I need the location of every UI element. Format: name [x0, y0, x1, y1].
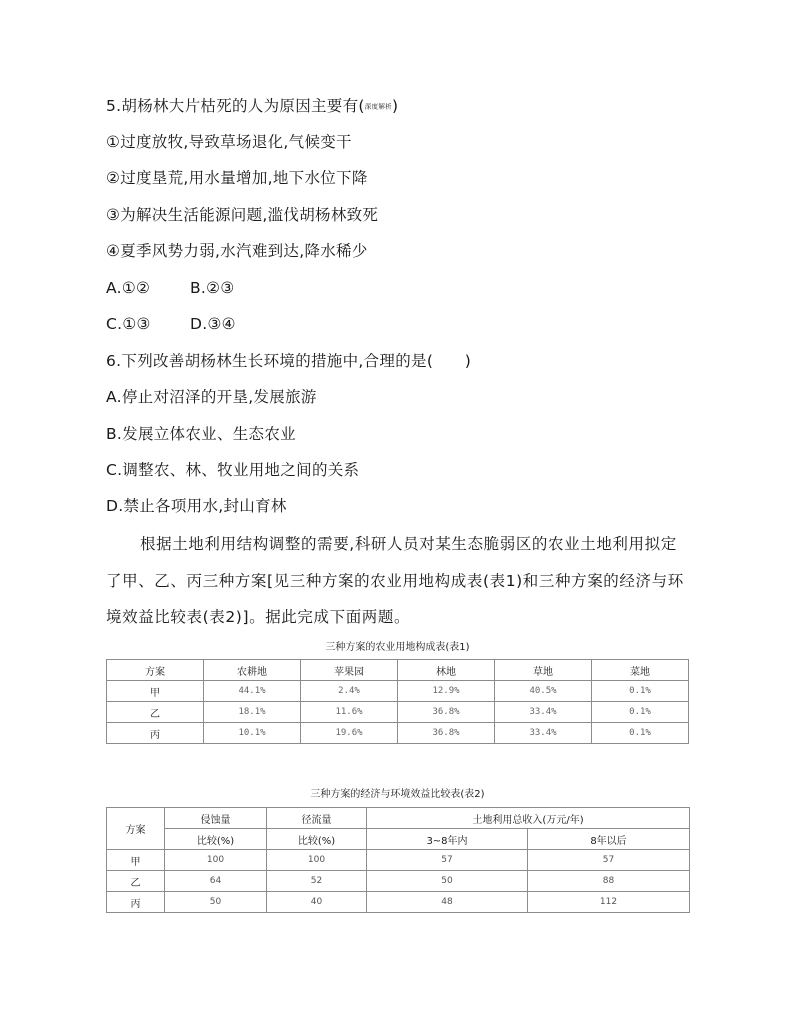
table-header: 林地	[398, 660, 495, 681]
question-6-stem: 6.下列改善胡杨林生长环境的措施中,合理的是( )	[106, 352, 472, 370]
table-cell: 丙	[107, 892, 165, 913]
table-cell: 112	[528, 892, 690, 913]
analysis-tag: 深度解析	[364, 102, 392, 111]
q6-choice-d: D.禁止各项用水,封山育林	[106, 497, 287, 515]
table-header: 苹果园	[301, 660, 398, 681]
table-cell: 甲	[107, 681, 204, 702]
q5-choice-a: A.①②	[106, 279, 151, 297]
table-header: 比较(%)	[165, 829, 267, 850]
table-cell: 33.4%	[495, 702, 592, 723]
table-cell: 2.4%	[301, 681, 398, 702]
table-cell: 甲	[107, 850, 165, 871]
table-header: 比较(%)	[267, 829, 367, 850]
table-cell: 48	[367, 892, 528, 913]
benefit-comparison-table	[106, 807, 690, 913]
table-row	[107, 871, 690, 892]
table-cell: 10.1%	[204, 723, 301, 744]
table-cell: 52	[267, 871, 367, 892]
table-cell: 乙	[107, 871, 165, 892]
table-cell: 44.1%	[204, 681, 301, 702]
table-cell: 33.4%	[495, 723, 592, 744]
table-cell: 12.9%	[398, 681, 495, 702]
q5-choice-d: D.③④	[190, 315, 236, 333]
land-use-table	[106, 659, 689, 744]
table-cell: 88	[528, 871, 690, 892]
intro-paragraph: 根据土地利用结构调整的需要,科研人员对某生态脆弱区的农业土地利用拟定了甲、乙、丙三种方案[见三种方案的农业用地构成表(表1)和三种方案的经济与环境效益比较表(表2)]。据此完成下面两题。	[106, 535, 684, 626]
table-cell: 乙	[107, 702, 204, 723]
q6-choice-b: B.发展立体农业、生态农业	[106, 425, 296, 443]
table-header: 农耕地	[204, 660, 301, 681]
table-header: 侵蚀量	[165, 808, 267, 829]
table-header-row	[107, 660, 689, 681]
table-row	[107, 892, 690, 913]
table1-caption: 三种方案的农业用地构成表(表1)	[325, 642, 470, 653]
q5-statement-2: ②过度垦荒,用水量增加,地下水位下降	[106, 169, 368, 187]
table-cell: 50	[165, 892, 267, 913]
table-cell: 57	[528, 850, 690, 871]
table-cell: 丙	[107, 723, 204, 744]
table-cell: 36.8%	[398, 702, 495, 723]
table-cell: 57	[367, 850, 528, 871]
table-header: 3~8年内	[367, 829, 528, 850]
q5-statement-4: ④夏季风势力弱,水汽难到达,降水稀少	[106, 242, 368, 260]
table-cell: 0.1%	[592, 681, 689, 702]
table-header: 方案	[107, 808, 165, 850]
table-cell: 36.8%	[398, 723, 495, 744]
table-header: 菜地	[592, 660, 689, 681]
table-cell: 0.1%	[592, 723, 689, 744]
q5-statement-3: ③为解决生活能源问题,滥伐胡杨林致死	[106, 206, 379, 224]
table-cell: 40	[267, 892, 367, 913]
table-header-row	[107, 829, 690, 850]
table2-caption: 三种方案的经济与环境效益比较表(表2)	[310, 789, 485, 800]
table-header: 草地	[495, 660, 592, 681]
table-row	[107, 681, 689, 702]
table-row	[107, 723, 689, 744]
table-header: 8年以后	[528, 829, 690, 850]
table-row	[107, 702, 689, 723]
q6-choice-a: A.停止对沼泽的开垦,发展旅游	[106, 388, 317, 406]
table-cell: 19.6%	[301, 723, 398, 744]
q5-statement-1: ①过度放牧,导致草场退化,气候变干	[106, 133, 352, 151]
table-header-row	[107, 808, 690, 829]
table-cell: 100	[165, 850, 267, 871]
q5-choice-b: B.②③	[190, 279, 235, 297]
table-header: 土地利用总收入(万元/年)	[367, 808, 690, 829]
table-cell: 0.1%	[592, 702, 689, 723]
table-cell: 100	[267, 850, 367, 871]
table-row	[107, 850, 690, 871]
q5-choice-c: C.①③	[106, 315, 151, 333]
table-cell: 18.1%	[204, 702, 301, 723]
question-5-stem: 5.胡杨林大片枯死的人为原因主要有(深度解析)	[106, 97, 399, 115]
table-cell: 50	[367, 871, 528, 892]
table-header: 径流量	[267, 808, 367, 829]
table-cell: 40.5%	[495, 681, 592, 702]
q6-choice-c: C.调整农、林、牧业用地之间的关系	[106, 461, 360, 479]
table-cell: 64	[165, 871, 267, 892]
table-header: 方案	[107, 660, 204, 681]
answer-blank: )	[433, 352, 472, 370]
table-cell: 11.6%	[301, 702, 398, 723]
